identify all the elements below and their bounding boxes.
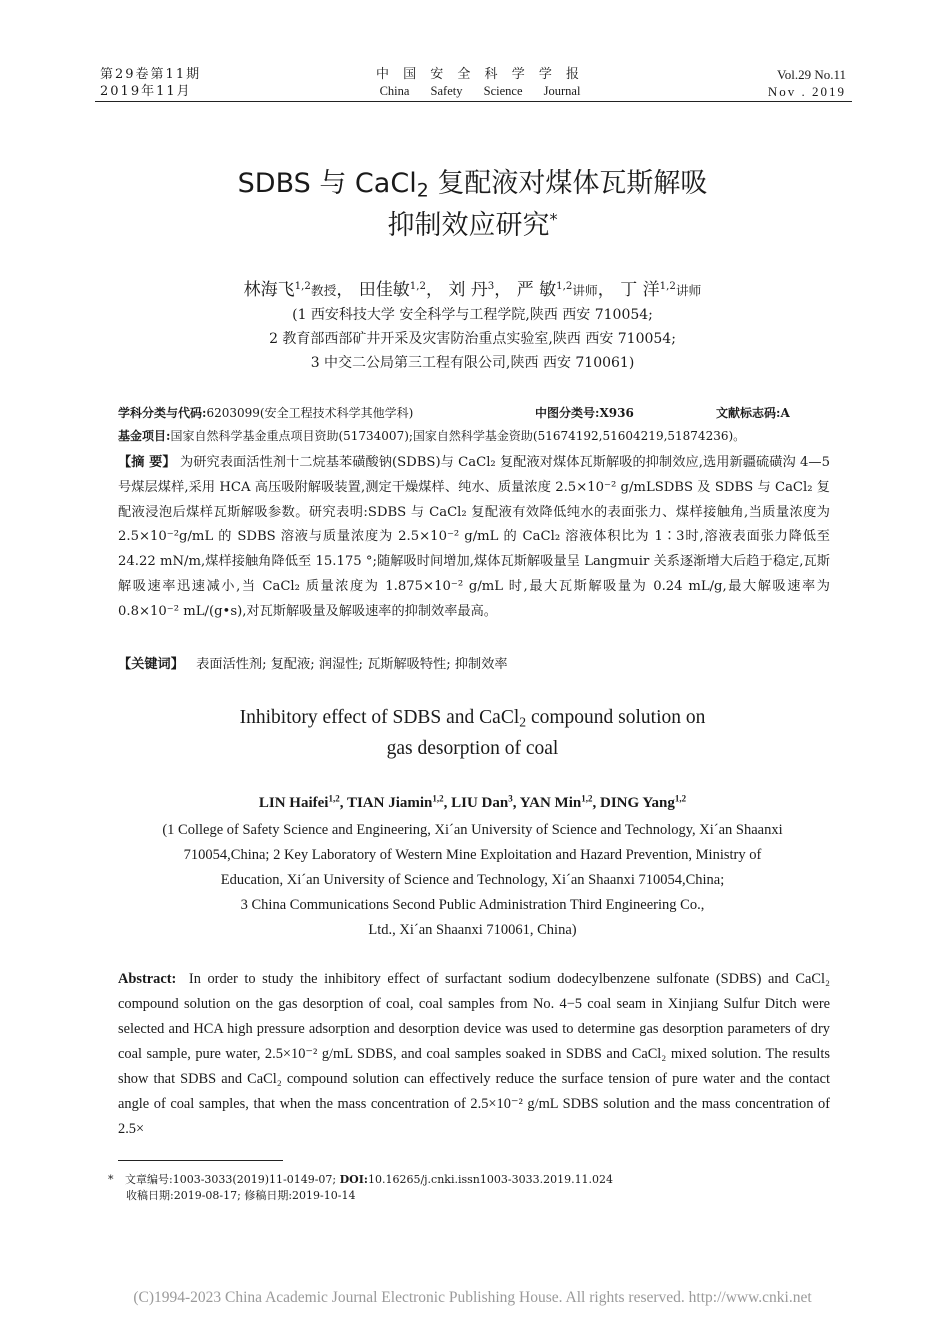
affiliations-cn — [0, 303, 945, 375]
abstract-en — [118, 967, 830, 1145]
affiliation-cn: 2 教育部西部矿井开采及灾害防治重点实验室,陕西 西安 710054; — [269, 331, 676, 347]
affiliation-en-line: Ltd., Xi´an Shaanxi 710061, China) — [368, 922, 577, 938]
author-cn: 刘 丹$^3$， — [448, 280, 512, 300]
affiliations-en — [110, 818, 835, 943]
author-en: DING Yang$^{1,2}$ — [599, 793, 687, 811]
header-journal-cn: 中 国 安 全 科 学 学 报 — [376, 67, 584, 82]
authors-en — [0, 795, 945, 812]
keywords-cn-text: 表面活性剂; 复配液; 润湿性; 瓦斯解吸特性; 抑制效率 — [196, 657, 508, 672]
header-vol-no: Vol.29 No.11 — [777, 67, 846, 82]
title-cn-line2: 抑制效应研究* — [387, 209, 558, 241]
fund-line: 基金项目:国家自然科学基金重点项目资助(51734007);国家自然科学基金资助(51674192,51604219,51874236)。 — [118, 429, 746, 443]
author-en: TIAN Jiamin$^{1,2}$, — [346, 793, 448, 811]
abstract-en-label: Abstract: — [118, 971, 177, 987]
header-rule — [95, 101, 852, 102]
author-cn: 田佳敏$^{1,2}$， — [358, 280, 443, 300]
author-cn: 林海飞$^{1,2}$教授， — [243, 280, 354, 300]
footnote-marker: * — [108, 1173, 114, 1186]
footnote-rule — [118, 1160, 283, 1161]
affiliation-cn: 3 中交二公局第三工程有限公司,陕西 西安 710061) — [310, 355, 635, 371]
title-footnote-marker: * — [549, 209, 558, 229]
affiliation-en-line: Education, Xi´an University of Science and Technology, Xi´an Shaanxi 710054,China; — [220, 872, 725, 888]
affiliation-en-line: (1 College of Safety Science and Engineering, Xi´an University of Science and Technology, Xi´an Shaanxi — [162, 822, 783, 838]
abstract-en-text: In order to study the inhibitory effect of surfactant sodium dodecylbenzene sulfonate (SDBS) and CaCl₂ compound solution on the gas desorption of coal, coal samples from No. 4−5 coal seam in Xinjiang Sulfur Ditch were selected and HCA high pressure adsorption and desorption device was used to determine gas desorption parameters of dry coal sample, pure water, 2.5×10⁻² g/mL SDBS, and coal samples soaked in SDBS and CaCl₂ mixed solution. The results show that SDBS and CaCl₂ compound solution can effectively reduce the surface tension of pure water and the contact angle of coal samples, that when the mass concentration of 2.5×10⁻² g/mL SDBS solution and the mass concentration of 2.5× — [118, 971, 830, 1137]
title-en-line1: Inhibitory effect of SDBS and CaCl$_2$ compound solution on — [239, 707, 706, 730]
abstract-cn-label: 【摘 要】 — [118, 455, 176, 470]
author-en: YAN Min$^{1,2}$, — [519, 793, 597, 811]
copyright-notice: (C)1994-2023 China Academic Journal Electronic Publishing House. All rights reserved. http://www.cnki.net — [133, 1289, 812, 1306]
header-volume-issue: 第29卷第11期 — [100, 67, 202, 82]
classification-line: 学科分类与代码:6203099(安全工程技术科学其他学科) 中图分类号:X936 文献标志码:A — [118, 406, 790, 420]
affiliation-en-line: 3 China Communications Second Public Administration Third Engineering Co., — [240, 897, 705, 913]
abstract-cn — [118, 451, 830, 651]
author-en: LIN Haifei$^{1,2}$, — [258, 793, 344, 811]
affiliation-en-line: 710054,China; 2 Key Laboratory of Western Mine Exploitation and Hazard Prevention, Ministry of — [183, 847, 762, 863]
author-cn: 丁 洋$^{1,2}$讲师 — [620, 280, 702, 300]
footnote-article-line: * 文章编号:1003-3033(2019)11-0149-07; DOI:10.16265/j.cnki.issn1003-3033.2019.11.024 — [108, 1173, 614, 1186]
title-en-line2: gas desorption of coal — [386, 738, 559, 759]
keywords-cn-label: 【关键词】 — [118, 657, 184, 672]
author-cn: 严 敏$^{1,2}$讲师， — [516, 280, 615, 300]
abstract-cn-text: 为研究表面活性剂十二烷基苯磺酸钠(SDBS)与 CaCl₂ 复配液对煤体瓦斯解吸的抑制效应,选用新疆硫磺沟 4—5 号煤层煤样,采用 HCA 高压吸附解吸装置,测定干燥煤样、纯水、质量浓度 2.5×10⁻² g/mLSDBS 及 SDBS 与 CaCl₂ 复配液浸泡后煤样瓦斯解吸参数。研究表明:SDBS 与 CaCl₂ 复配液有效降低纯水的表面张力、煤样接触角,当质量浓度为 2.5×10⁻²g/mL 的 SDBS 溶液与质量浓度为 2.5×10⁻² g/mL 的 CaCl₂ 溶液体积比为 1∶3时,溶液表面张力降低至 24.22 mN/m,煤样接触角降低至 15.175 °;随解吸时间增加,煤体瓦斯解吸量呈 Langmuir 关系逐渐增大后趋于稳定,瓦斯解吸速率迅速减小,当 CaCl₂ 质量浓度为 1.875×10⁻² g/mL 时,最大瓦斯解吸量为 0.24 mL/g,最大解吸速率为 0.8×10⁻² mL/(g•s),对瓦斯解吸量及解吸速率的抑制效率最高。 — [118, 455, 830, 619]
header-journal-en: China Safety Science Journal — [379, 84, 581, 98]
header-date: 2019年11月 — [100, 84, 192, 99]
authors-cn — [0, 275, 945, 300]
footnote — [108, 1172, 613, 1204]
title-cn-line1: SDBS 与 CaCl$_2$ 复配液对煤体瓦斯解吸 — [237, 168, 708, 202]
affiliation-cn: (1 西安科技大学 安全科学与工程学院,陕西 西安 710054; — [292, 307, 653, 323]
keywords-cn — [118, 653, 830, 678]
header-month-year: Nov . 2019 — [767, 84, 846, 99]
author-en: LIU Dan$^3$, — [451, 793, 517, 811]
footnote-dates-line: 收稿日期:2019-08-17; 修稿日期:2019-10-14 — [126, 1189, 356, 1202]
